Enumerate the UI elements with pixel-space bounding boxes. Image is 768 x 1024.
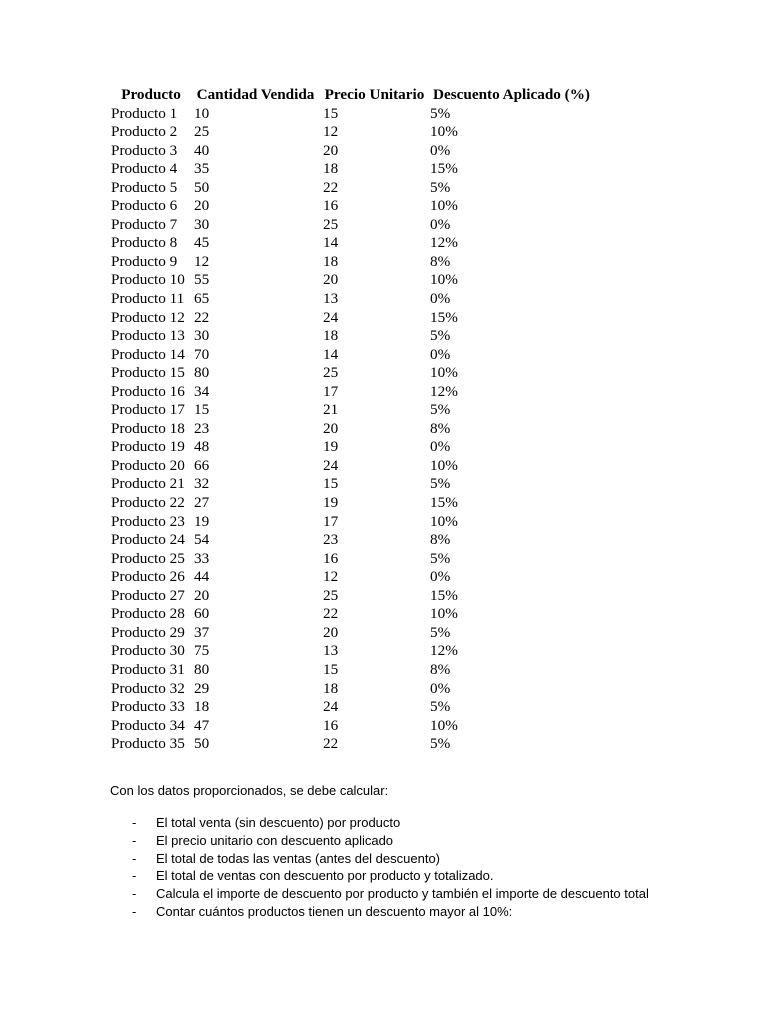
cell-descuento-aplicado: 10% [430,716,458,734]
cell-producto: Producto 15 [111,364,185,382]
bullet-dash: - [132,886,137,902]
cell-cantidad-vendida: 45 [194,234,210,252]
column-header-precio-unitario: Precio Unitario [324,86,425,103]
task-item [110,850,750,868]
cell-producto: Producto 29 [111,623,185,641]
cell-descuento-aplicado: 0% [430,568,451,586]
cell-producto: Producto 23 [111,512,185,530]
cell-producto: Producto 28 [111,605,185,623]
table-row [108,290,594,309]
cell-precio-unitario: 12 [323,123,339,141]
cell-producto: Producto 6 [111,197,178,215]
table-row [108,438,594,457]
task-text: Contar cuántos productos tienen un descuento mayor al 10%: [156,903,513,919]
cell-descuento-aplicado: 15% [430,494,458,512]
cell-descuento-aplicado: 15% [430,308,458,326]
cell-cantidad-vendida: 33 [194,549,210,567]
cell-precio-unitario: 14 [323,345,339,363]
cell-cantidad-vendida: 34 [194,382,210,400]
table-row [108,383,594,402]
cell-producto: Producto 20 [111,456,185,474]
task-text: Calcula el importe de descuento por producto y también el importe de descuento total [156,886,649,902]
cell-producto: Producto 16 [111,382,185,400]
table-row [108,531,594,550]
cell-producto: Producto 24 [111,531,185,549]
table-row [108,160,594,179]
table-row [108,179,594,198]
cell-descuento-aplicado: 5% [430,104,451,122]
cell-precio-unitario: 12 [323,568,339,586]
cell-producto: Producto 14 [111,345,185,363]
cell-cantidad-vendida: 80 [194,364,210,382]
task-text: El total de ventas con descuento por producto y totalizado. [156,868,494,884]
cell-descuento-aplicado: 10% [430,512,458,530]
cell-producto: Producto 4 [111,160,178,178]
table-row [108,587,594,606]
cell-cantidad-vendida: 30 [194,215,210,233]
cell-cantidad-vendida: 20 [194,586,210,604]
task-item [110,814,750,832]
cell-precio-unitario: 24 [323,308,339,326]
instructions-section [110,782,750,921]
cell-precio-unitario: 16 [323,549,339,567]
cell-descuento-aplicado: 10% [430,123,458,141]
cell-descuento-aplicado: 10% [430,605,458,623]
cell-cantidad-vendida: 20 [194,197,210,215]
cell-producto: Producto 26 [111,568,185,586]
cell-producto: Producto 31 [111,660,185,678]
cell-producto: Producto 25 [111,549,185,567]
table-row [108,494,594,513]
cell-descuento-aplicado: 5% [430,549,451,567]
table-row [108,364,594,383]
table-row [108,271,594,290]
instructions-intro: Con los datos proporcionados, se debe calcular: [110,783,389,798]
task-item [110,832,750,850]
cell-cantidad-vendida: 10 [194,104,210,122]
cell-precio-unitario: 19 [323,494,339,512]
task-text: El total venta (sin descuento) por producto [156,815,401,830]
cell-descuento-aplicado: 8% [430,531,451,549]
cell-cantidad-vendida: 50 [194,735,210,753]
table-row [108,605,594,624]
cell-cantidad-vendida: 65 [194,290,210,308]
table-row [108,123,594,142]
cell-descuento-aplicado: 8% [430,252,451,270]
cell-descuento-aplicado: 0% [430,141,451,159]
table-row [108,550,594,569]
cell-producto: Producto 30 [111,642,185,660]
cell-precio-unitario: 24 [323,698,339,716]
task-item [110,885,750,903]
table-row [108,197,594,216]
cell-descuento-aplicado: 12% [430,382,458,400]
bullet-dash: - [132,903,137,919]
cell-cantidad-vendida: 47 [194,716,210,734]
cell-precio-unitario: 15 [323,660,339,678]
cell-producto: Producto 19 [111,438,185,456]
task-text: El total de todas las ventas (antes del descuento) [156,850,441,866]
cell-precio-unitario: 18 [323,679,339,697]
cell-producto: Producto 18 [111,419,185,437]
table-row [108,216,594,235]
task-list [110,814,750,921]
cell-descuento-aplicado: 12% [430,642,458,660]
cell-cantidad-vendida: 35 [194,160,210,178]
cell-producto: Producto 34 [111,716,185,734]
cell-cantidad-vendida: 12 [194,252,210,270]
table-body [108,105,594,754]
cell-producto: Producto 8 [111,234,178,252]
cell-cantidad-vendida: 80 [194,660,210,678]
cell-descuento-aplicado: 0% [430,215,451,233]
cell-descuento-aplicado: 12% [430,234,458,252]
table-row [108,624,594,643]
table-row [108,327,594,346]
cell-precio-unitario: 15 [323,104,339,122]
table-row [108,253,594,272]
cell-cantidad-vendida: 70 [194,345,210,363]
cell-cantidad-vendida: 19 [194,512,210,530]
table-row [108,234,594,253]
table-row [108,513,594,532]
table-row [108,420,594,439]
table-row [108,735,594,754]
task-text: El precio unitario con descuento aplicado [156,832,394,848]
cell-cantidad-vendida: 30 [194,327,210,345]
table-row [108,346,594,365]
cell-precio-unitario: 20 [323,271,339,289]
cell-precio-unitario: 22 [323,605,339,623]
table-row [108,105,594,124]
cell-cantidad-vendida: 60 [194,605,210,623]
cell-descuento-aplicado: 0% [430,438,451,456]
cell-precio-unitario: 22 [323,735,339,753]
cell-producto: Producto 5 [111,178,178,196]
cell-precio-unitario: 13 [323,642,339,660]
table-row [108,142,594,161]
cell-producto: Producto 21 [111,475,185,493]
cell-producto: Producto 11 [111,290,185,308]
cell-precio-unitario: 20 [323,623,339,641]
cell-precio-unitario: 23 [323,531,339,549]
cell-descuento-aplicado: 8% [430,419,451,437]
cell-cantidad-vendida: 75 [194,642,210,660]
sales-table [108,86,594,754]
cell-descuento-aplicado: 15% [430,160,458,178]
cell-cantidad-vendida: 37 [194,623,210,641]
cell-precio-unitario: 18 [323,160,339,178]
cell-precio-unitario: 17 [323,512,339,530]
table-header-row [108,86,594,105]
cell-producto: Producto 1 [111,104,178,122]
cell-descuento-aplicado: 0% [430,345,451,363]
cell-descuento-aplicado: 5% [430,327,451,345]
cell-cantidad-vendida: 23 [194,419,210,437]
table-row [108,680,594,699]
cell-cantidad-vendida: 15 [194,401,210,419]
cell-descuento-aplicado: 10% [430,364,458,382]
bullet-dash: - [132,850,137,866]
cell-precio-unitario: 13 [323,290,339,308]
cell-cantidad-vendida: 22 [194,308,210,326]
cell-cantidad-vendida: 27 [194,494,210,512]
cell-producto: Producto 12 [111,308,185,326]
cell-producto: Producto 7 [111,215,178,233]
cell-cantidad-vendida: 50 [194,178,210,196]
column-header-descuento-aplicado: Descuento Aplicado (%) [433,86,590,103]
cell-producto: Producto 9 [111,252,178,270]
table-row [108,568,594,587]
cell-producto: Producto 35 [111,735,185,753]
cell-precio-unitario: 15 [323,475,339,493]
cell-precio-unitario: 18 [323,252,339,270]
cell-precio-unitario: 16 [323,197,339,215]
cell-descuento-aplicado: 10% [430,271,458,289]
cell-descuento-aplicado: 0% [430,679,451,697]
cell-descuento-aplicado: 5% [430,735,451,753]
table-row [108,717,594,736]
cell-descuento-aplicado: 5% [430,698,451,716]
cell-cantidad-vendida: 29 [194,679,210,697]
cell-producto: Producto 33 [111,698,185,716]
cell-descuento-aplicado: 5% [430,623,451,641]
bullet-dash: - [132,832,137,848]
cell-precio-unitario: 21 [323,401,339,419]
cell-cantidad-vendida: 32 [194,475,210,493]
table-row [108,698,594,717]
cell-producto: Producto 32 [111,679,185,697]
table-row [108,309,594,328]
task-item [110,903,750,921]
cell-descuento-aplicado: 5% [430,475,451,493]
cell-cantidad-vendida: 40 [194,141,210,159]
cell-precio-unitario: 25 [323,215,339,233]
cell-descuento-aplicado: 0% [430,290,451,308]
cell-precio-unitario: 20 [323,419,339,437]
cell-precio-unitario: 22 [323,178,339,196]
cell-descuento-aplicado: 10% [430,456,458,474]
cell-precio-unitario: 25 [323,586,339,604]
bullet-dash: - [132,868,137,884]
cell-producto: Producto 27 [111,586,185,604]
cell-producto: Producto 3 [111,141,178,159]
cell-precio-unitario: 24 [323,456,339,474]
table-row [108,457,594,476]
cell-descuento-aplicado: 5% [430,178,451,196]
cell-descuento-aplicado: 8% [430,660,451,678]
cell-cantidad-vendida: 44 [194,568,210,586]
table-row [108,642,594,661]
table-row [108,475,594,494]
cell-cantidad-vendida: 48 [194,438,210,456]
cell-cantidad-vendida: 54 [194,531,210,549]
cell-precio-unitario: 16 [323,716,339,734]
cell-producto: Producto 13 [111,327,185,345]
table-row [108,661,594,680]
cell-descuento-aplicado: 10% [430,197,458,215]
cell-precio-unitario: 18 [323,327,339,345]
cell-cantidad-vendida: 55 [194,271,210,289]
column-header-cantidad-vendida: Cantidad Vendida [196,86,315,103]
cell-precio-unitario: 19 [323,438,339,456]
cell-producto: Producto 17 [111,401,185,419]
column-header-producto: Producto [121,86,181,103]
cell-precio-unitario: 17 [323,382,339,400]
cell-producto: Producto 2 [111,123,178,141]
table-row [108,401,594,420]
task-item [110,867,750,885]
cell-cantidad-vendida: 25 [194,123,210,141]
cell-descuento-aplicado: 5% [430,401,451,419]
cell-precio-unitario: 20 [323,141,339,159]
cell-precio-unitario: 14 [323,234,339,252]
cell-producto: Producto 10 [111,271,185,289]
cell-cantidad-vendida: 18 [194,698,210,716]
cell-producto: Producto 22 [111,494,185,512]
cell-cantidad-vendida: 66 [194,456,210,474]
bullet-dash: - [132,815,137,830]
cell-precio-unitario: 25 [323,364,339,382]
cell-descuento-aplicado: 15% [430,586,458,604]
